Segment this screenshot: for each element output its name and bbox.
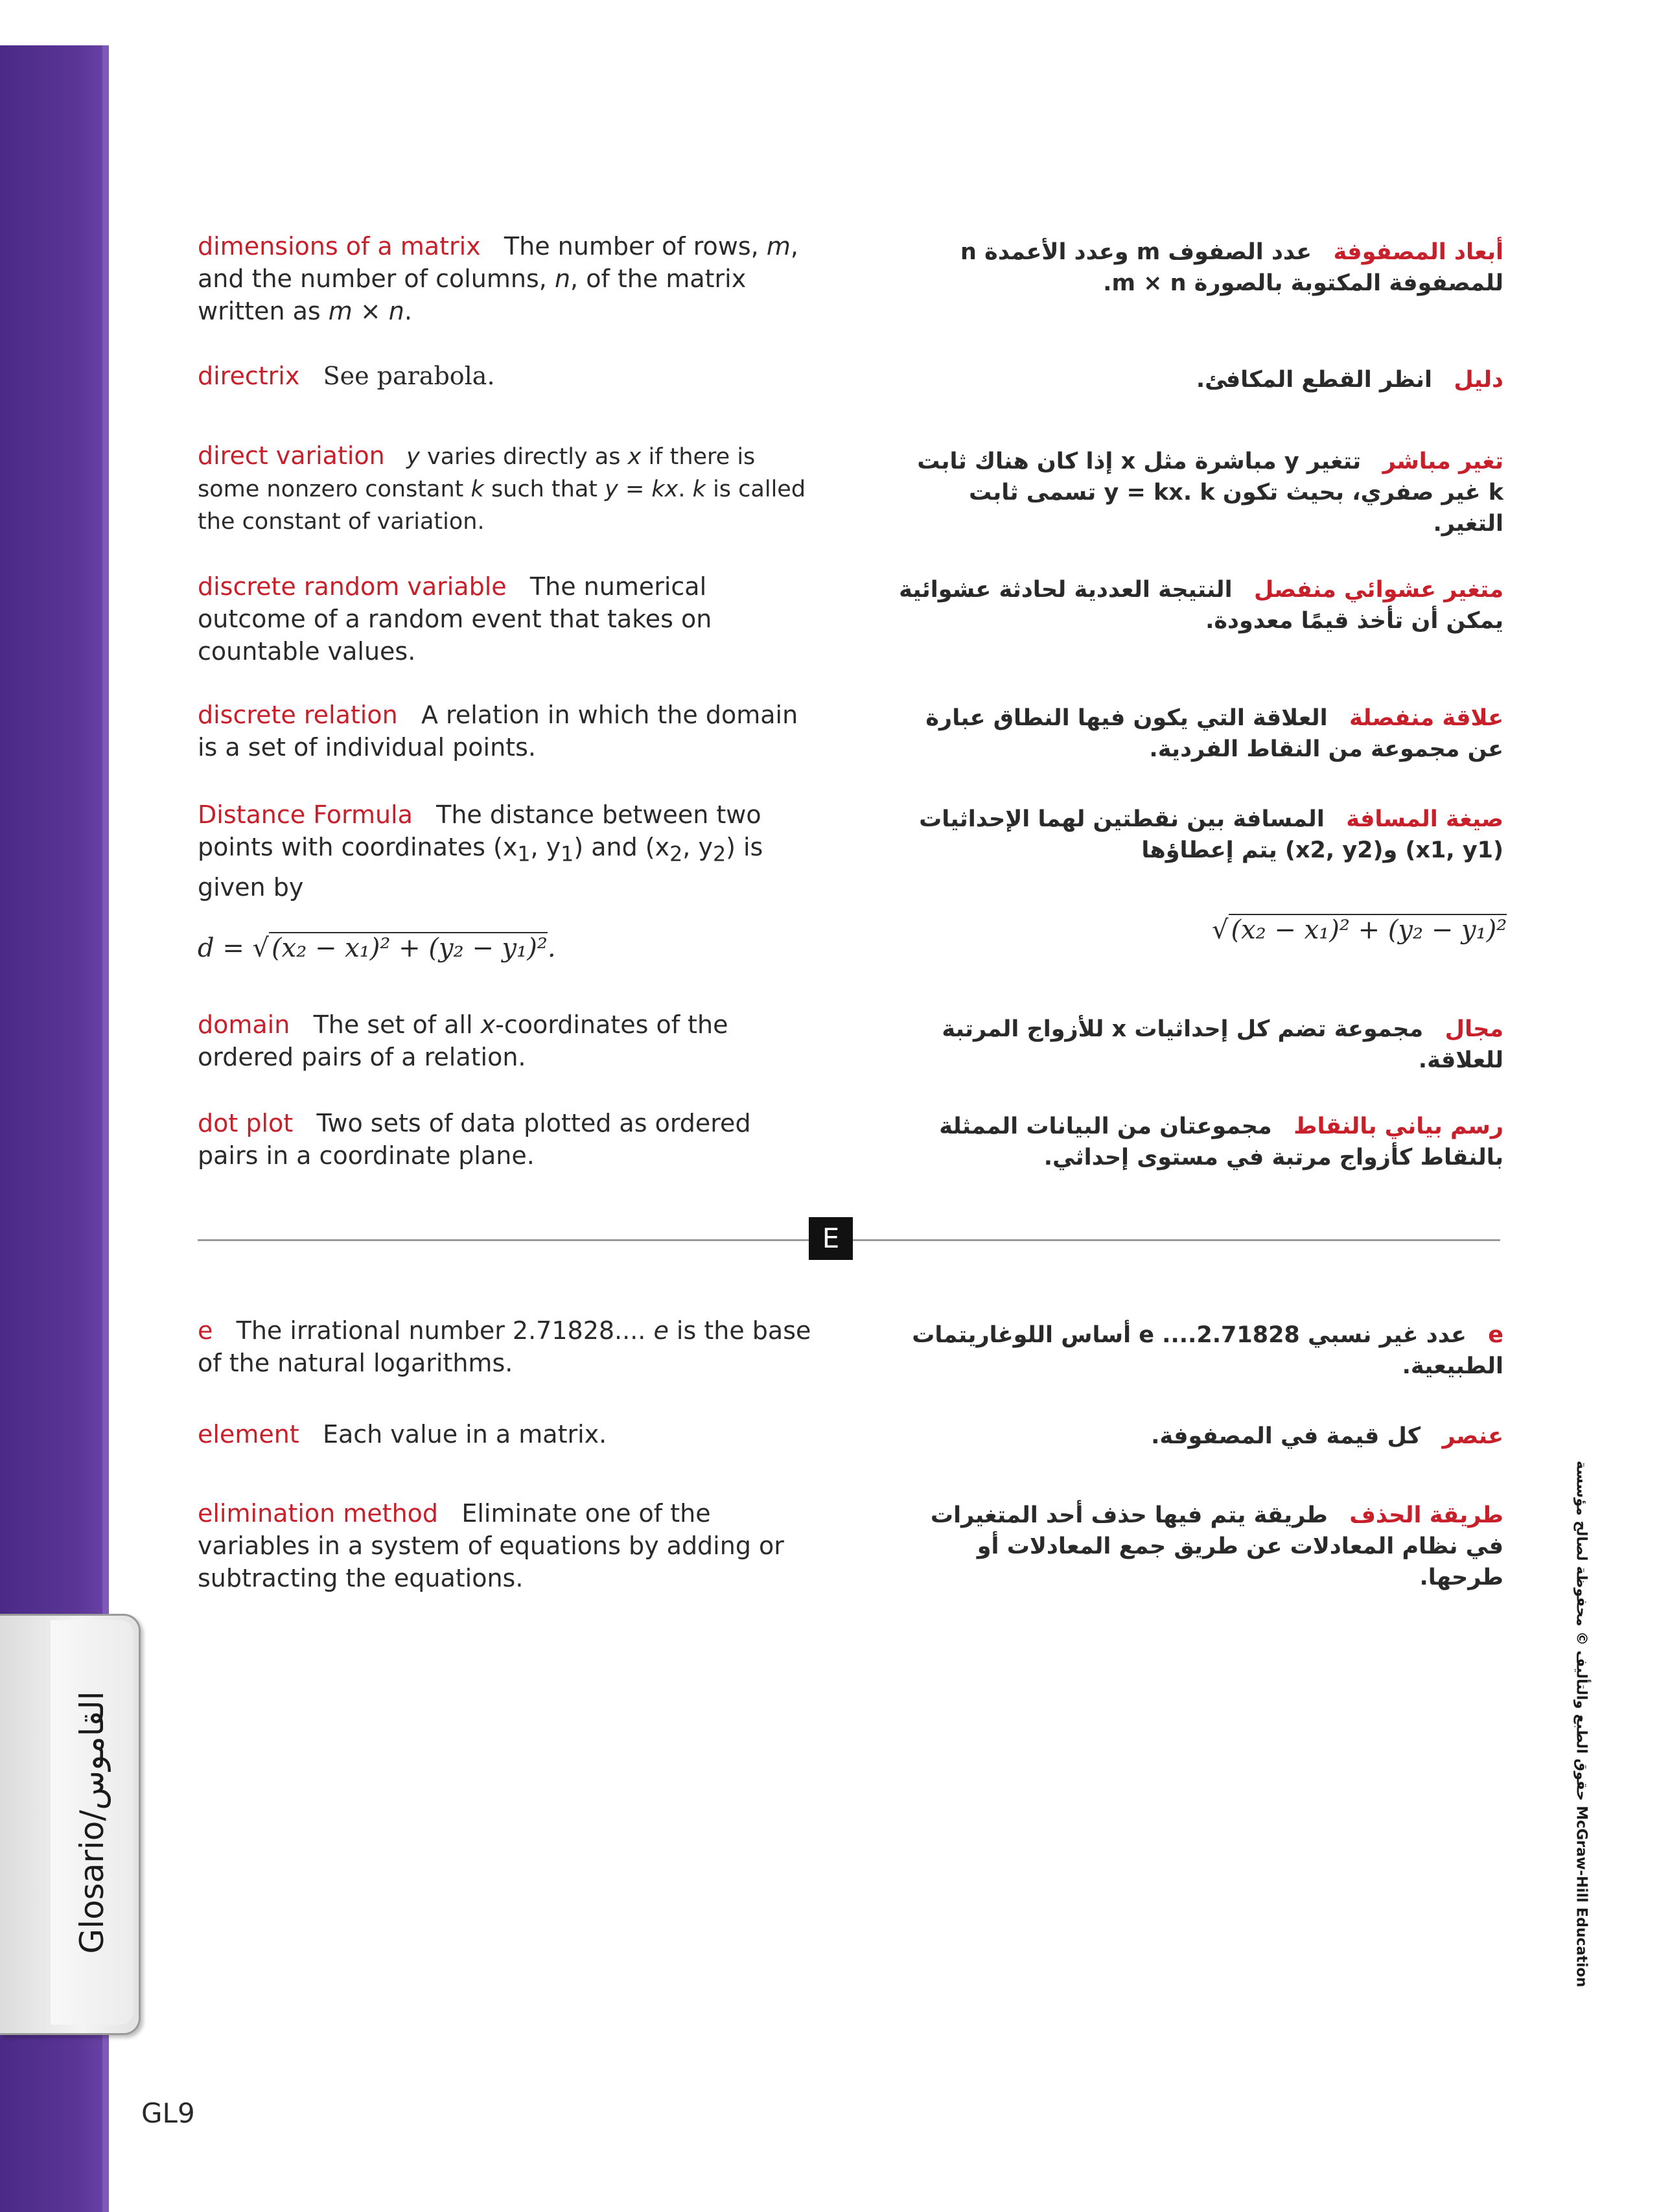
entry-en <box>198 1418 813 1450</box>
entry-term-ar: صيغة المسافة <box>1346 806 1503 832</box>
entry-en <box>198 1107 813 1172</box>
copyright-notice: حقوق الطبع والتأليف © محفوظة لصالح مؤسسة McGraw-Hill Education <box>1573 1460 1590 1988</box>
entry-en <box>198 439 813 538</box>
entry-term-ar: أبعاد المصفوفة <box>1333 239 1503 265</box>
formula-radicand: (x₂ − x₁)² + (y₂ − y₁)² <box>269 932 548 963</box>
entry-term: domain <box>198 1010 290 1039</box>
entry-en <box>198 230 813 327</box>
entry-definition-ar: العلاقة التي يكون فيها النطاق عبارة عن مجموعة من النقاط الفردية. <box>925 705 1503 762</box>
entry-term-ar: رسم بياني بالنقاط <box>1294 1113 1503 1139</box>
entry-ar <box>894 446 1503 539</box>
entry-ar <box>894 1421 1503 1452</box>
entry-term: e <box>198 1316 213 1345</box>
entry-ar <box>894 804 1503 866</box>
entry-definition-ar: تتغير y مباشرة مثل x إذا كان هناك ثابت k غير صفري، بحيث تكون y = kx. k تسمى ثابت التغير. <box>917 448 1503 537</box>
entry-definition-ar: مجموعة تضم كل إحداثيات x للأزواج المرتبة للعلاقة. <box>942 1016 1503 1073</box>
entry-term: element <box>198 1420 299 1449</box>
entry-term: dimensions of a matrix <box>198 232 481 261</box>
entry-term-ar: طريقة الحذف <box>1349 1502 1503 1528</box>
entry-definition-ar: المسافة بين نقطتين لهما الإحداثيات (x1, y1) و(x2, y2) يتم إعطاؤها <box>919 806 1503 863</box>
entry-term: discrete relation <box>198 701 398 729</box>
entry-term: Distance Formula <box>198 800 413 829</box>
entry-definition-ar: طريقة يتم فيها حذف أحد المتغيرات في نظام المعادلات عن طريق جمع المعادلات أو طرحها. <box>930 1502 1503 1590</box>
distance-formula-en: d = √ (x₂ − x₁)² + (y₂ − y₁)². <box>198 933 556 963</box>
entry-term-ar: تغير مباشر <box>1382 448 1503 474</box>
page-number: GL9 <box>141 2097 195 2129</box>
glossary-tab-label: Glosario/القاموس <box>73 1691 111 1954</box>
section-letter-box: E <box>809 1217 853 1260</box>
entry-term-ar: عنصر <box>1442 1423 1503 1449</box>
entry-definition: y varies directly as x if there is some nonzero constant k such that y = kx. k is called the constant of variation. <box>198 444 806 535</box>
entry-ar <box>894 574 1503 636</box>
entry-definition-ar: كل قيمة في المصفوفة. <box>1151 1423 1421 1449</box>
entry-term-ar: متغير عشوائي منفصل <box>1253 577 1503 603</box>
entry-term: elimination method <box>198 1499 439 1528</box>
entry-term-ar: مجال <box>1444 1016 1503 1042</box>
entry-definition: The number of rows, m, and the number of columns, n, of the matrix written as m × n. <box>198 232 798 325</box>
entry-definition-ar: عدد غير نسبي e ....2.71828 أساس اللوغاريتمات الطبيعية. <box>912 1322 1503 1379</box>
entry-ar <box>894 1111 1503 1173</box>
entry-term-ar: علاقة منفصلة <box>1349 705 1503 731</box>
entry-definition-ar: النتيجة العددية لحادثة عشوائية يمكن أن تأخذ قيمًا معدودة. <box>899 577 1503 634</box>
entry-definition-ar: عدد الصفوف m وعدد الأعمدة n للمصفوفة المكتوبة بالصورة m × n. <box>960 239 1503 296</box>
entry-en <box>198 1314 813 1379</box>
entry-definition: A relation in which the domain is a set of individual points. <box>198 701 798 762</box>
distance-formula-ar: √ (x₂ − x₁)² + (y₂ − y₁)² <box>1212 915 1507 945</box>
entry-definition: Two sets of data plotted as ordered pairs in a coordinate plane. <box>198 1109 751 1170</box>
entry-en <box>198 798 813 903</box>
entry-en <box>198 360 813 392</box>
entry-ar <box>894 1320 1503 1382</box>
entry-en <box>198 1497 813 1594</box>
entry-term: direct variation <box>198 441 385 470</box>
entry-term: dot plot <box>198 1109 294 1137</box>
entry-en <box>198 570 813 668</box>
entry-definition-ar: مجموعتان من البيانات الممثلة بالنقاط كأزواج مرتبة في مستوى إحداثي. <box>939 1113 1503 1170</box>
entry-term-ar: e <box>1488 1322 1503 1348</box>
entry-definition: The set of all x-coordinates of the ordered pairs of a relation. <box>198 1010 728 1071</box>
entry-definition: Each value in a matrix. <box>322 1420 607 1449</box>
entry-definition: Eliminate one of the variables in a system of equations by adding or subtracting the equations. <box>198 1499 784 1592</box>
entry-ar <box>894 1014 1503 1076</box>
entry-definition: See parabola. <box>323 362 495 390</box>
entry-definition: The distance between two points with coordinates ($x_1$, $y_1$) and ($x_2$, $y_2$) is given by <box>198 800 763 902</box>
entry-en <box>198 699 813 763</box>
entry-definition-ar: انظر القطع المكافئ. <box>1196 367 1432 393</box>
entry-ar <box>894 364 1503 395</box>
entry-term: directrix <box>198 362 300 390</box>
entry-term: discrete random variable <box>198 572 507 601</box>
entry-en <box>198 1008 813 1073</box>
formula-radicand-ar: (x₂ − x₁)² + (y₂ − y₁)² <box>1229 914 1507 945</box>
entry-ar <box>894 703 1503 765</box>
entry-ar <box>894 1500 1503 1593</box>
formula-lhs: d = <box>198 933 244 963</box>
entry-ar <box>894 237 1503 299</box>
entry-term-ar: دليل <box>1454 367 1503 393</box>
formula-tail: . <box>547 933 556 963</box>
entry-definition: The numerical outcome of a random event that takes on countable values. <box>198 572 712 666</box>
entry-definition: The irrational number 2.71828.... e is the base of the natural logarithms. <box>198 1316 811 1377</box>
